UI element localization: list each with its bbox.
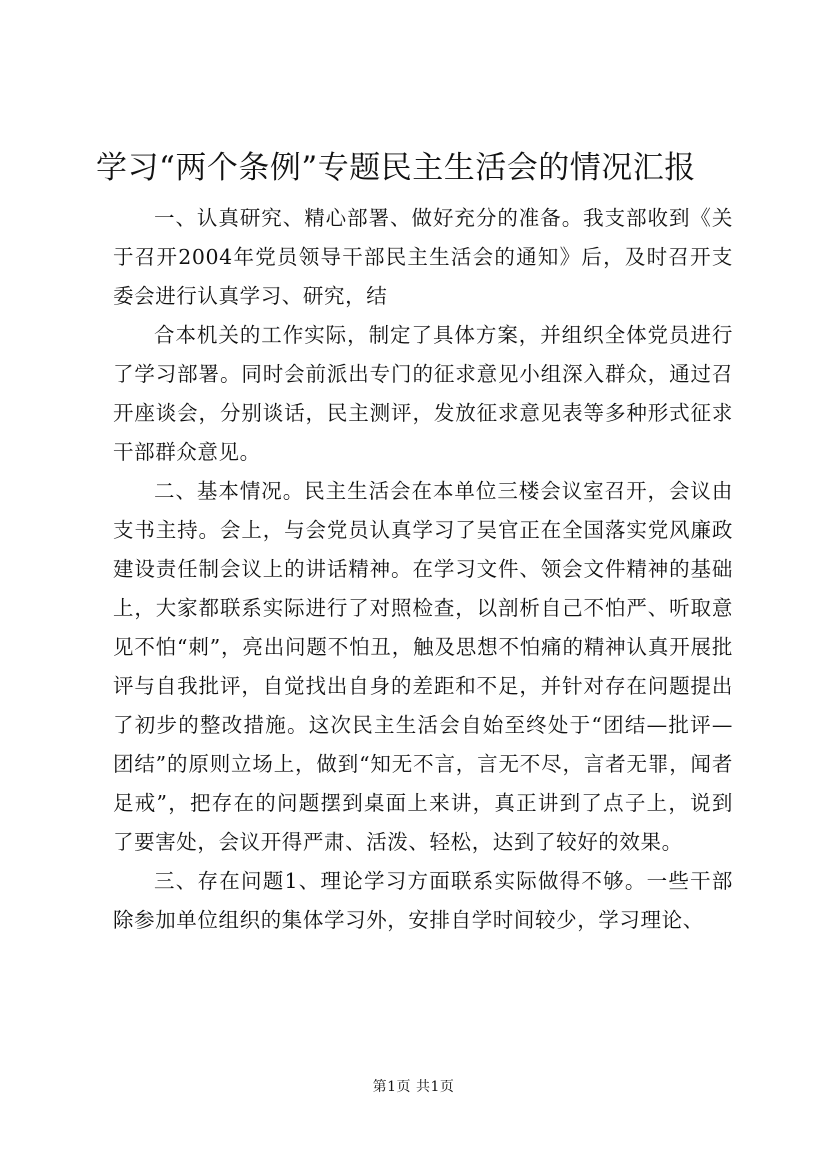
page-number-footer: 第1页 共1页 bbox=[372, 1079, 455, 1095]
paragraph-basic-situation: 二、基本情况。民主生活会在本单位三楼会议室召开，会议由支书主持。会上，与会党员认真学习了吴官正在全国落实党风廉政建设责任制会议上的讲话精神。在学习文件、领会文件精神的基础上，大家都联系实际进行了对照检查，以剖析自己不怕严、听取意见不怕“刺”，亮出问题不怕丑，触及思想不怕痛的精神认真开展批评与自我批评，自觉找出自身的差距和不足，并针对存在问题提出了初步的整改措施。这次民主生活会自始至终处于“团结—批评—团结”的原则立场上，做到“知无不言，言无不尽，言者无罪，闻者足戒”，把存在的问题摆到桌面上来讲，真正讲到了点子上，说到了要害处，会议开得严肃、活泼、轻松，达到了较好的效果。 bbox=[113, 479, 733, 854]
document-body bbox=[113, 199, 733, 940]
paragraph-plan: 合本机关的工作实际，制定了具体方案，并组织全体党员进行了学习部署。同时会前派出专门的征求意见小组深入群众，通过召开座谈会，分别谈话，民主测评，发放征求意见表等多种形式征求干部群众意见。 bbox=[113, 323, 733, 464]
paragraph-preparation: 一、认真研究、精心部署、做好充分的准备。我支部收到《关于召开2004年党员领导干部民主生活会的通知》后，及时召开支委会进行认真学习、研究，结 bbox=[113, 206, 733, 308]
document-title: 学习“两个条例”专题民主生活会的情况汇报 bbox=[96, 150, 696, 186]
paragraph-problems: 三、存在问题1、理论学习方面联系实际做得不够。一些干部除参加单位组织的集体学习外，安排自学时间较少，学习理论、 bbox=[113, 869, 733, 932]
